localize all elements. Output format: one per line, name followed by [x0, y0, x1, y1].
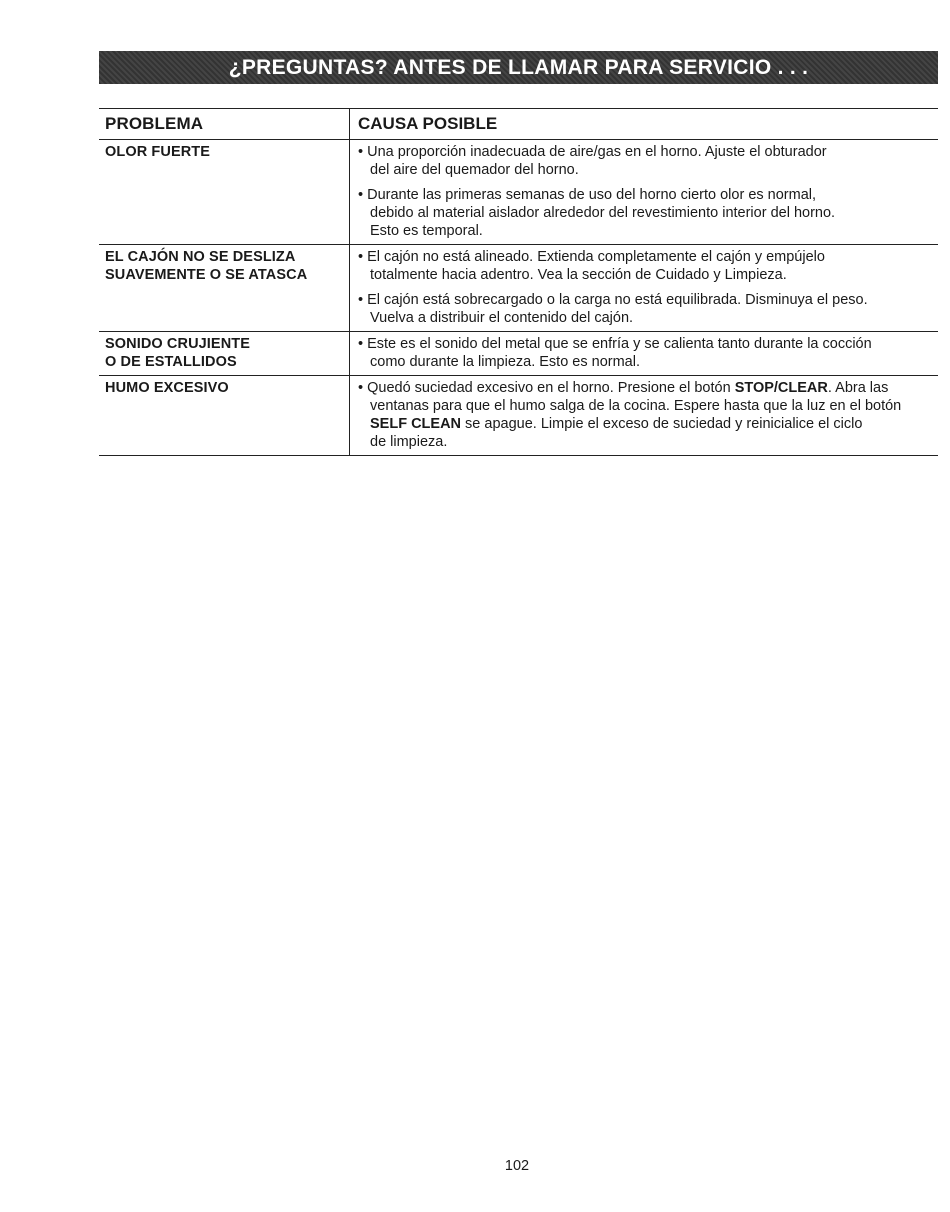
- cause-text: • Quedó suciedad excesivo en el horno. Presione el botón: [358, 380, 735, 396]
- cause-cell: [349, 245, 938, 331]
- cause-text: Vuelva a distribuir el contenido del cajón.: [370, 310, 634, 326]
- cause-cell: [349, 140, 938, 244]
- table-row: [99, 245, 938, 332]
- cause-cell: [349, 332, 938, 375]
- problem-text: OLOR FUERTE: [105, 144, 211, 160]
- cause-item: [358, 143, 934, 179]
- cause-text: • Durante las primeras semanas de uso del horno cierto olor es normal,: [358, 187, 817, 203]
- cause-text: como durante la limpieza. Esto es normal.: [370, 354, 640, 370]
- cause-text: • Este es el sonido del metal que se enfría y se calienta tanto durante la cocción: [358, 336, 872, 352]
- table-header-row: [99, 109, 938, 140]
- problem-text: SONIDO CRUJIENTE: [105, 336, 251, 352]
- table-row: [99, 140, 938, 245]
- page-banner: [99, 51, 938, 84]
- problem-cell: [99, 245, 349, 331]
- cause-text: • El cajón está sobrecargado o la carga no está equilibrada. Disminuya el peso.: [358, 292, 868, 308]
- self-clean-label: SELF CLEAN: [370, 416, 462, 432]
- problem-text: SUAVEMENTE O SE ATASCA: [105, 267, 308, 283]
- problem-text: EL CAJÓN NO SE DESLIZA: [105, 249, 296, 265]
- problem-text: O DE ESTALLIDOS: [105, 354, 237, 370]
- problem-cell: [99, 140, 349, 244]
- problem-cell: [99, 376, 349, 455]
- cause-text: debido al material aislador alrededor del revestimiento interior del horno.: [370, 205, 836, 221]
- cause-text: . Abra las: [827, 380, 889, 396]
- table-row: [99, 376, 938, 456]
- cause-item: [358, 335, 934, 371]
- cause-text: Esto es temporal.: [370, 223, 483, 239]
- cause-text: del aire del quemador del horno.: [370, 162, 579, 178]
- header-problem: PROBLEMA: [105, 114, 204, 133]
- cause-text: totalmente hacia adentro. Vea la sección de Cuidado y Limpieza.: [370, 267, 787, 283]
- cause-text: ventanas para que el humo salga de la cocina. Espere hasta que la luz en el botón: [370, 398, 902, 414]
- table-row: [99, 332, 938, 376]
- cause-item: [358, 379, 934, 451]
- header-cause: CAUSA POSIBLE: [349, 109, 938, 139]
- problem-text: HUMO EXCESIVO: [105, 380, 229, 396]
- cause-text-line: [358, 379, 934, 397]
- banner-title: ¿PREGUNTAS? ANTES DE LLAMAR PARA SERVICIO . . .: [228, 55, 809, 79]
- cause-text: de limpieza.: [370, 434, 448, 450]
- cause-text: se apague. Limpie el exceso de suciedad y reinicialice el ciclo: [461, 416, 863, 432]
- cause-item: [358, 291, 934, 327]
- cause-item: [358, 186, 934, 240]
- page-number: 102: [504, 1158, 530, 1174]
- cause-item: [358, 248, 934, 284]
- problem-cell: [99, 332, 349, 375]
- cause-cell: [349, 376, 938, 455]
- cause-text-line: [358, 415, 934, 433]
- cause-text: • Una proporción inadecuada de aire/gas en el horno. Ajuste el obturador: [358, 144, 827, 160]
- cause-text: • El cajón no está alineado. Extienda completamente el cajón y empújelo: [358, 249, 825, 265]
- stop-clear-label: STOP/CLEAR: [734, 380, 828, 396]
- troubleshooting-table: [99, 108, 938, 456]
